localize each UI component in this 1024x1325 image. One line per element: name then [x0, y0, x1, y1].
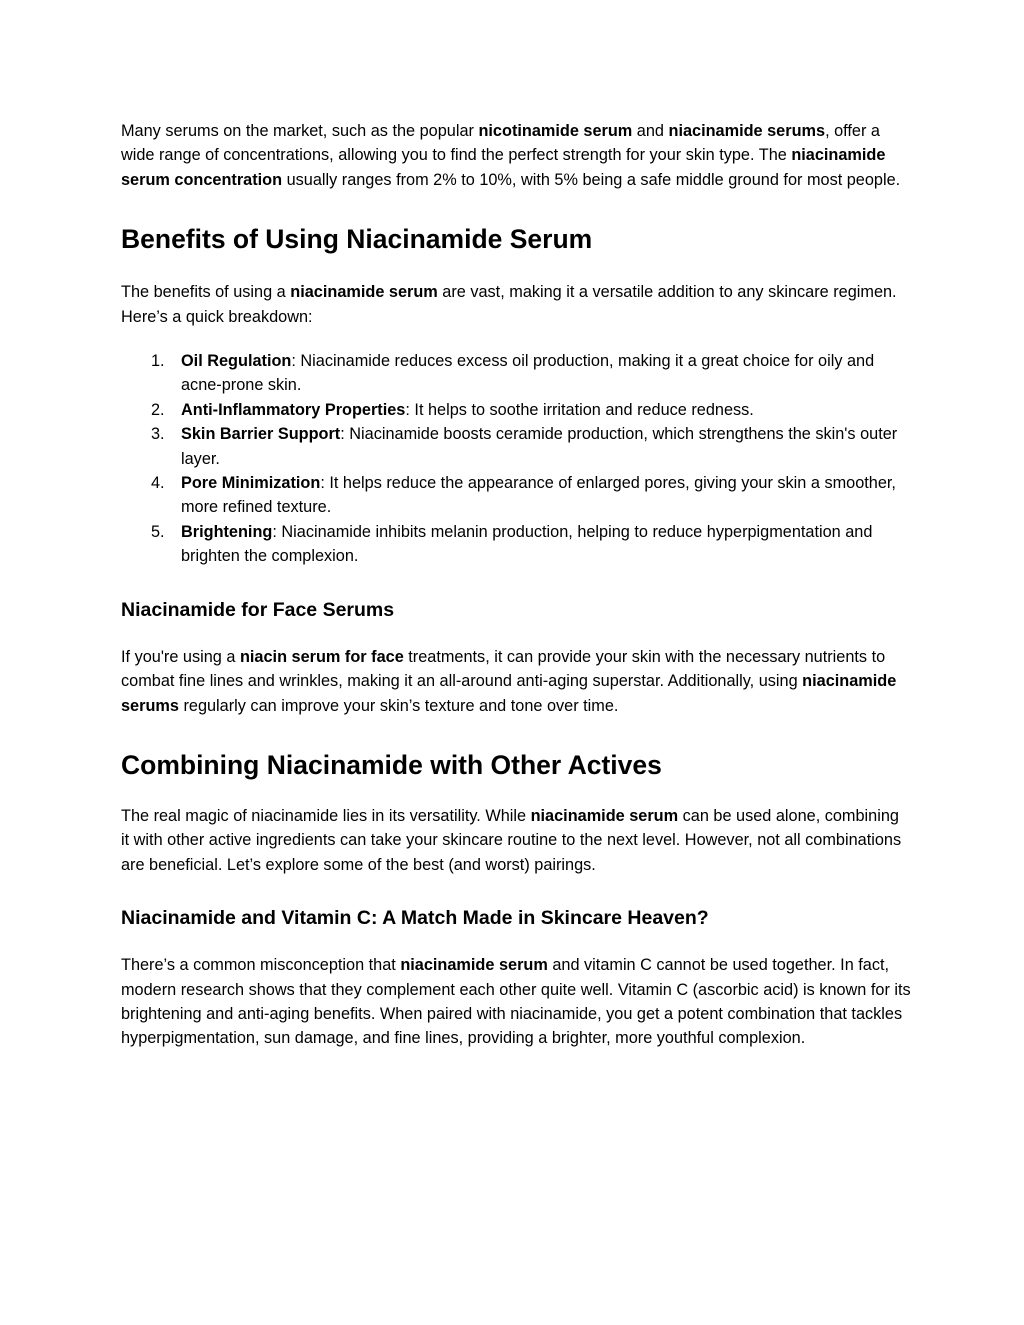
benefits-heading: Benefits of Using Niacinamide Serum	[121, 224, 593, 255]
list-item	[121, 349, 911, 398]
document-page	[121, 119, 911, 1051]
vitamin-c-heading: Niacinamide and Vitamin C: A Match Made in Skincare Heaven?	[121, 907, 709, 930]
list-item-text: : It helps to soothe irritation and reduce redness.	[405, 400, 754, 419]
intro-paragraph	[121, 119, 911, 192]
vitc-text-1: There’s a common misconception that	[121, 956, 401, 975]
list-item-text: : Niacinamide boosts ceramide production, which strengthens the skin's outer layer.	[181, 425, 898, 468]
intro-text-2: and	[632, 122, 669, 140]
benefits-list	[121, 349, 911, 569]
list-item-term: Brightening	[181, 522, 273, 541]
list-item	[121, 422, 911, 471]
combining-text-1: The real magic of niacinamide lies in its versatility. While	[121, 806, 531, 825]
list-item-number: 1.	[151, 352, 165, 371]
list-item	[121, 398, 911, 422]
combining-text-2: can be used alone, combining it with other active ingredients can take your skincare routine to the next level. However, not all combinations are beneficial. Let’s explore some of the best (and worst) pairings.	[121, 806, 902, 874]
vitamin-c-paragraph	[121, 953, 911, 1051]
combining-heading: Combining Niacinamide with Other Actives	[121, 749, 662, 780]
benefits-text-2: are vast, making it a versatile addition to any skincare regimen. Here’s a quick breakdown:	[121, 283, 897, 326]
list-item-number: 4.	[151, 474, 165, 493]
face-text-1: If you're using a	[121, 647, 240, 666]
list-item-number: 2.	[151, 400, 165, 419]
list-item-number: 5.	[151, 522, 165, 541]
face-bold-1: niacin serum for face	[239, 647, 404, 666]
face-bold-2: niacinamide serums	[121, 672, 897, 715]
face-serums-paragraph	[121, 645, 911, 718]
benefits-text-1: The benefits of using a	[121, 283, 291, 302]
list-item-text: : Niacinamide reduces excess oil production, making it a great choice for oily and acne-prone skin.	[181, 352, 875, 395]
intro-text-3: , offer a wide range of concentrations, allowing you to find the perfect strength for your skin type. The	[121, 122, 880, 165]
list-item	[121, 520, 911, 569]
list-item-term: Pore Minimization	[181, 474, 321, 493]
vitc-text-2: and vitamin C cannot be used together. In fact, modern research shows that they complement each other quite well. Vitamin C (ascorbic acid) is known for its brightening and anti-aging benefits. When paired with niacinamide, you get a potent combination that tackles hyperpigmentation, sun damage, and fine lines, providing a brighter, more youthful complexion.	[121, 956, 911, 1048]
intro-text-1: Many serums on the market, such as the popular	[121, 122, 479, 140]
face-text-3: regularly can improve your skin’s texture and tone over time.	[178, 696, 619, 715]
list-item-term: Oil Regulation	[181, 352, 292, 371]
list-item-term: Skin Barrier Support	[181, 425, 341, 444]
list-item-term: Anti-Inflammatory Properties	[181, 400, 406, 419]
intro-bold-3: niacinamide serum concentration	[121, 146, 886, 189]
combining-bold-1: niacinamide serum	[530, 806, 679, 825]
intro-bold-2: niacinamide serums	[668, 122, 826, 140]
face-text-2: treatments, it can provide your skin with the necessary nutrients to combat fine lines and wrinkles, making it an all-around anti-aging superstar. Additionally, using	[121, 647, 886, 691]
list-item-text: : It helps reduce the appearance of enlarged pores, giving your skin a smoother, more refined texture.	[181, 474, 896, 517]
vitc-bold-1: niacinamide serum	[400, 956, 548, 975]
intro-text-4: usually ranges from 2% to 10%, with 5% being a safe middle ground for most people.	[282, 170, 901, 189]
list-item-text: : Niacinamide inhibits melanin production, helping to reduce hyperpigmentation and brighten the complexion.	[181, 522, 873, 566]
benefits-paragraph	[121, 280, 911, 329]
intro-bold-1: nicotinamide serum	[478, 122, 633, 140]
list-item	[121, 471, 911, 520]
benefits-bold-1: niacinamide serum	[290, 283, 438, 302]
face-serums-heading: Niacinamide for Face Serums	[121, 598, 395, 621]
combining-paragraph	[121, 804, 911, 877]
list-item-number: 3.	[151, 425, 165, 444]
